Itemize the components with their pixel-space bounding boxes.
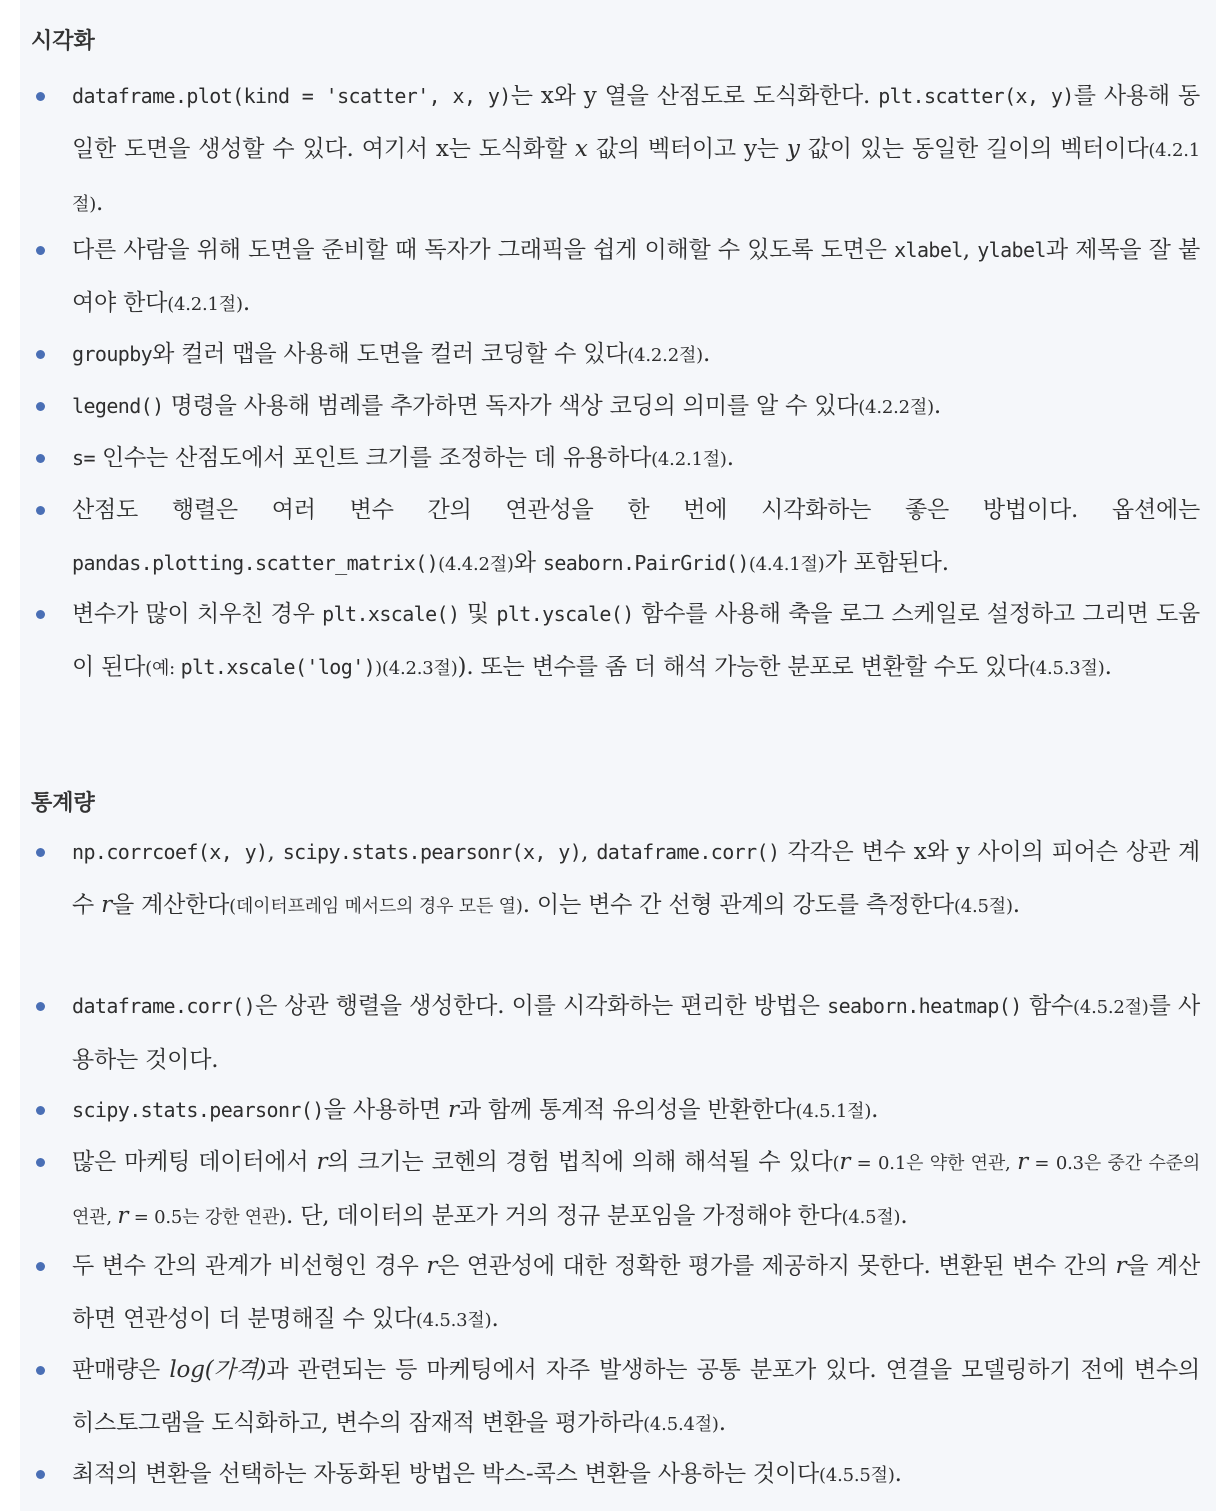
parenthetical-note: = 0.5는 강한 연관) (128, 1207, 286, 1228)
math-var: r (448, 1097, 459, 1123)
text-span: 를 사용하는 것이다. (72, 993, 1200, 1073)
code-span: plt.xscale('log') (180, 655, 376, 679)
text-span: . (933, 393, 942, 419)
text-span: 과 제목을 잘 붙여야 한다 (72, 237, 1200, 316)
text-span: 각각은 변수 x와 y 사이의 피어슨 상관 계수 (72, 839, 1200, 918)
text-span: 두 변수 간의 관계가 비선형인 경우 (72, 1253, 427, 1279)
text-span: 을 계산하면 연관성이 더 분명해질 수 있다 (72, 1253, 1200, 1332)
text-span: 값이 있는 동일한 길이의 벡터이다 (799, 136, 1149, 162)
section-reference: (4.5.1절) (795, 1101, 872, 1122)
text-span: ). 또는 변수를 좀 더 해석 가능한 분포로 변환할 수도 있다 (457, 654, 1029, 680)
bullet-icon (36, 1158, 45, 1167)
section-reference: (4.2.1절) (167, 294, 243, 315)
text-span: 와 컬러 맵을 사용해 도면을 컬러 코딩할 수 있다 (152, 341, 628, 367)
text-span: 가 포함된다. (824, 550, 949, 576)
list-item-text (72, 70, 1200, 231)
bullet-icon (36, 246, 45, 255)
section-reference: (4.2.1절) (72, 140, 1200, 215)
text-span: 의 크기는 코헨의 경험 법칙에 의해 해석될 수 있다 (327, 1149, 833, 1175)
section-reference: (4.5.2절) (1073, 997, 1149, 1018)
text-span: 변수가 많이 치우친 경우 (72, 601, 323, 627)
code-span: plt.xscale() (322, 602, 460, 626)
math-var: r (316, 1149, 328, 1175)
code-span: ylabel (977, 238, 1046, 262)
text-span: . 이는 변수 간 선형 관계의 강도를 측정한다 (522, 892, 954, 918)
math-var: r (839, 1149, 851, 1175)
list-item-text (72, 826, 1200, 933)
code-span: seaborn.PairGrid() (542, 551, 749, 575)
math-var: r (101, 892, 112, 918)
section-reference: (4.4.1절) (748, 554, 825, 575)
bullet-icon (36, 402, 45, 411)
bullet-icon (36, 1366, 45, 1375)
text-span: 및 (459, 601, 497, 627)
code-span: xlabel (894, 238, 963, 262)
code-span: dataframe.corr() (72, 994, 256, 1018)
text-span: 다른 사람을 위해 도면을 준비할 때 독자가 그래픽을 쉽게 이해할 수 있도록 도면은 (72, 237, 895, 263)
text-span: 은 연관성에 대한 정확한 평가를 제공하지 못한다. 변환된 변수 간의 (437, 1253, 1116, 1279)
math-var: r (1017, 1149, 1028, 1175)
code-span: plt.scatter(x, y) (878, 84, 1074, 108)
text-span: , (267, 839, 283, 865)
section-reference: (4.5절) (841, 1207, 901, 1228)
parenthetical-note: ( (832, 1153, 840, 1174)
section-reference: (4.5.5절) (819, 1465, 895, 1486)
list-item-text (72, 224, 1200, 331)
text-span: . (900, 1203, 908, 1229)
text-span: , (962, 237, 978, 263)
code-span: s= (72, 446, 95, 470)
text-span: . (894, 1461, 902, 1487)
text-span: . (242, 290, 250, 316)
section-reference: (4.5.3절) (415, 1310, 492, 1331)
list-item-text (72, 1448, 1200, 1502)
code-span: legend() (72, 394, 164, 418)
parenthetical-note: = 0.3은 중간 수준의 연관, (72, 1153, 1201, 1228)
text-span: . (491, 1306, 499, 1332)
code-span: seaborn.heatmap() (827, 994, 1022, 1018)
text-span: . (96, 190, 104, 216)
section-title-visualization: 시각화 (31, 29, 95, 54)
text-span: 와 (513, 550, 543, 576)
list-item-text (72, 1136, 1200, 1244)
list-item-text (72, 980, 1200, 1087)
section-reference: (4.5.3절) (1028, 658, 1105, 679)
text-span: . 단, 데이터의 분포가 거의 정규 분포임을 가정해야 한다 (285, 1203, 842, 1229)
text-span: 최적의 변환을 선택하는 자동화된 방법은 박스-콕스 변환을 사용하는 것이다 (72, 1461, 820, 1487)
list-item-text (72, 328, 1200, 382)
text-span: . (702, 341, 711, 367)
text-span: . (718, 1410, 726, 1436)
math-var: r (117, 1203, 129, 1229)
text-span: 을 사용하면 (323, 1097, 449, 1123)
list-item-text (72, 380, 1200, 434)
section-title-statistics: 통계량 (31, 791, 95, 816)
bullet-icon (36, 454, 45, 463)
math-var: x (574, 136, 588, 162)
bullet-icon (36, 610, 45, 619)
text-span: 산점도 행렬은 여러 변수 간의 연관성을 한 번에 시각화하는 좋은 방법이다. 옵션에는 (72, 497, 1200, 523)
list-item-text (72, 432, 1200, 486)
text-span: 인수는 산점도에서 포인트 크기를 조정하는 데 유용하다 (94, 445, 652, 471)
section-reference: )(4.2.3절) (375, 658, 458, 679)
code-span: dataframe.plot(kind = 'scatter', x, y) (72, 84, 511, 108)
text-span: . (1104, 654, 1112, 680)
code-span: np.corrcoef(x, y) (72, 840, 268, 864)
list-item-text (72, 588, 1200, 695)
section-reference: (4.4.2절) (438, 554, 514, 575)
parenthetical-note: (데이터프레임 메서드의 경우 모든 열) (229, 896, 523, 917)
text-span: . (871, 1097, 879, 1123)
list-item-text (72, 484, 1200, 591)
bullet-icon (36, 350, 45, 359)
bullet-icon (36, 506, 45, 515)
list-item-text (72, 1240, 1200, 1347)
section-reference: (4.5절) (953, 896, 1013, 917)
bullet-icon (36, 1470, 45, 1479)
text-span: 명령을 사용해 범례를 추가하면 독자가 색상 코딩의 의미를 알 수 있다 (163, 393, 859, 419)
text-span: 판매량은 (72, 1357, 170, 1383)
text-span: 과 함께 통계적 유의성을 반환한다 (458, 1097, 796, 1123)
code-span: pandas.plotting.scatter_matrix() (72, 551, 439, 575)
section-reference: (4.2.2절) (858, 397, 934, 418)
text-span: , (581, 839, 597, 865)
bullet-icon (36, 92, 45, 101)
section-reference: (4.2.1절) (651, 449, 727, 470)
text-span: 은 상관 행렬을 생성한다. 이를 시각화하는 편리한 방법은 (255, 993, 828, 1019)
text-span: . (1012, 892, 1020, 918)
bullet-icon (36, 1262, 45, 1271)
text-span: 는 x와 y 열을 산점도로 도식화한다. (510, 83, 879, 109)
text-span: 많은 마케팅 데이터에서 (72, 1149, 317, 1175)
section-reference: (4.5.4절) (643, 1414, 719, 1435)
section-reference: (4.2.2절) (627, 345, 703, 366)
text-span: 값의 벡터이고 y는 (587, 136, 787, 162)
text-span: 을 계산한다 (111, 892, 230, 918)
text-span: . (726, 445, 734, 471)
code-span: groupby (72, 342, 153, 366)
bullet-icon (36, 1106, 45, 1115)
code-span: dataframe.corr() (596, 840, 780, 864)
text-span: 과 관련되는 등 마케팅에서 자주 발생하는 공통 분포가 있다. 연결을 모델링하기 전에 변수의 히스토그램을 도식화하고, 변수의 잠재적 변환을 평가하라 (72, 1357, 1200, 1436)
math-var: y (786, 136, 800, 162)
code-span: scipy.stats.pearsonr() (72, 1098, 324, 1122)
code-span: plt.yscale() (496, 602, 634, 626)
text-span: 를 사용해 동일한 도면을 생성할 수 있다. 여기서 x는 도식화할 (72, 83, 1201, 162)
math-var: log(가격) (169, 1357, 267, 1383)
parenthetical-note: = 0.1은 약한 연관, (850, 1153, 1018, 1174)
code-span: scipy.stats.pearsonr(x, y) (282, 840, 582, 864)
math-var: r (426, 1253, 438, 1279)
list-item-text (72, 1084, 1200, 1138)
text-span: 함수 (1021, 993, 1073, 1019)
bullet-icon (36, 848, 45, 857)
section-reference: (예: (145, 658, 181, 679)
bullet-icon (36, 1002, 45, 1011)
text-span: 함수를 사용해 축을 로그 스케일로 설정하고 그리면 도움이 된다 (72, 601, 1201, 680)
math-var: r (1115, 1253, 1127, 1279)
list-item-text (72, 1344, 1200, 1451)
